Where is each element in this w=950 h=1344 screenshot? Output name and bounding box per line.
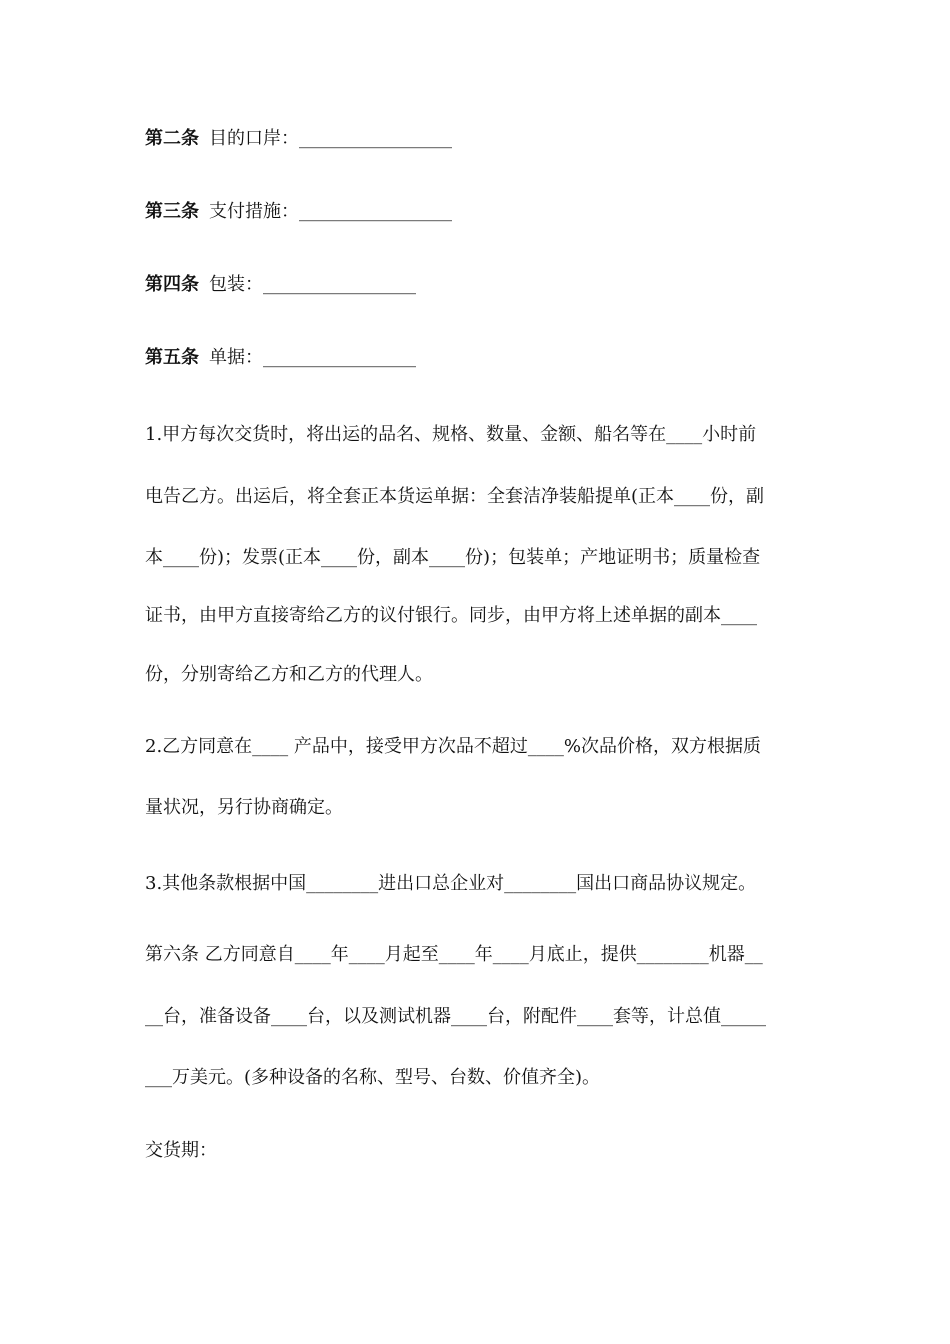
article-3 [145,200,810,224]
article-number: 第二条 [145,128,199,149]
item3-line-1: 3.其他条款根据中国________进出口总企业对________国出口商品协议规定。 [145,873,757,894]
delivery-label: 交货期： [145,1140,217,1161]
article-label: 支付措施： [209,201,299,222]
blank-line: _________________ [299,201,452,222]
item1-line-1: 1.甲方每次交货时，将出运的品名、规格、数量、金额、船名等在____小时前 [145,424,757,445]
blank-line: _________________ [263,347,416,368]
blank-line: _________________ [263,274,416,295]
item2-line-1: 2.乙方同意在____ 产品中，接受甲方次品不超过____%次品价格，双方根据质 [145,736,761,757]
article-2 [145,127,810,151]
article-label: 单据： [209,347,263,368]
item2-line-2: 量状况，另行协商确定。 [145,797,343,818]
item1-line-2: 电告乙方。出运后，将全套正本货运单据：全套洁净装船提单(正本____份，副 [145,486,765,507]
article6-line-1: 第六条 乙方同意自____年____月起至____年____月底止，提供________机器__ [145,944,763,965]
article-label: 目的口岸： [209,128,299,149]
article-number: 第五条 [145,347,199,368]
item1-line-4: 证书，由甲方直接寄给乙方的议付银行。同步，由甲方将上述单据的副本____ [145,605,757,626]
article-number: 第三条 [145,201,199,222]
article-5 [145,346,810,370]
article-number: 第四条 [145,274,199,295]
article-4 [145,273,810,297]
item1-line-5: 份，分别寄给乙方和乙方的代理人。 [145,664,433,685]
article6-line-3: ___万美元。(多种设备的名称、型号、台数、价值齐全)。 [145,1067,601,1088]
article-label: 包装： [209,274,263,295]
item1-line-3: 本____份)；发票(正本____份，副本____份)；包装单；产地证明书；质量检查 [145,547,761,568]
blank-line: _________________ [299,128,452,149]
article6-line-2: __台，准备设备____台，以及测试机器____台，附配件____套等，计总值_____ [145,1006,766,1027]
